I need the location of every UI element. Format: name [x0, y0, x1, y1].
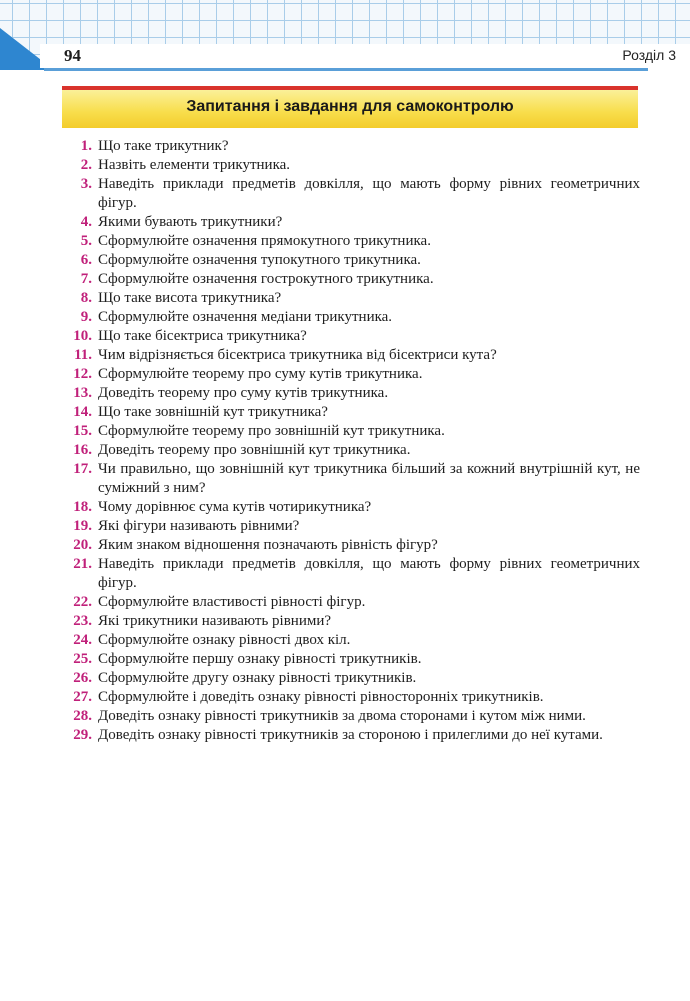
question-item: [60, 270, 640, 289]
page-number: 94: [64, 46, 81, 65]
question-number: 28.: [73, 708, 92, 724]
question-number: 19.: [73, 518, 92, 534]
section-label: Розділ 3: [622, 47, 676, 63]
question-text: Чим відрізняється бісектриса трикутника від бісектриси кута?: [98, 347, 497, 363]
question-text: Що таке висота трикутника?: [98, 290, 282, 306]
question-text: Що таке зовнішній кут трикутника?: [98, 404, 328, 420]
question-item: [60, 137, 640, 156]
question-item: [60, 289, 640, 308]
question-item: [60, 612, 640, 631]
question-item: [60, 422, 640, 441]
question-text: Сформулюйте першу ознаку рівності трикутників.: [98, 651, 422, 667]
question-number: 9.: [80, 309, 92, 325]
question-text: Чому дорівнює сума кутів чотирикутника?: [98, 499, 372, 515]
question-number: 8.: [80, 290, 92, 306]
question-text: Сформулюйте і доведіть ознаку рівності рівносторонніх трикутників.: [98, 689, 544, 705]
question-number: 4.: [80, 214, 92, 230]
question-text: Сформулюйте другу ознаку рівності трикутників.: [98, 670, 417, 686]
question-text: Доведіть теорему про суму кутів трикутника.: [98, 385, 389, 401]
question-item: [60, 498, 640, 517]
question-item: [60, 536, 640, 555]
question-number: 27.: [73, 689, 92, 705]
question-item: [60, 213, 640, 232]
question-number: 14.: [73, 404, 92, 420]
question-number: 26.: [73, 670, 92, 686]
question-text: Які фігури називають рівними?: [98, 518, 300, 534]
question-item: [60, 251, 640, 270]
question-number: 10.: [73, 328, 92, 344]
question-item: [60, 650, 640, 669]
question-item: [60, 156, 640, 175]
question-number: 20.: [73, 537, 92, 553]
question-number: 5.: [80, 233, 92, 249]
question-text: Сформулюйте властивості рівності фігур.: [98, 594, 366, 610]
question-text: Які трикутники називають рівними?: [98, 613, 332, 629]
question-item: [60, 441, 640, 460]
question-text: Доведіть теорему про зовнішній кут трикутника.: [98, 442, 411, 458]
question-number: 21.: [73, 556, 92, 572]
question-text: Сформулюйте означення гострокутного трикутника.: [98, 271, 434, 287]
title-red-rule: [62, 86, 638, 90]
question-number: 2.: [80, 157, 92, 173]
question-text: Що таке бісектриса трикутника?: [98, 328, 307, 344]
question-number: 13.: [73, 385, 92, 401]
question-item: [60, 517, 640, 536]
question-number: 22.: [73, 594, 92, 610]
question-item: [60, 327, 640, 346]
question-text: Яким знаком відношення позначають рівність фігур?: [98, 537, 438, 553]
question-text: Що таке трикутник?: [98, 138, 229, 154]
question-item: [60, 555, 640, 593]
question-item: [60, 593, 640, 612]
question-number: 16.: [73, 442, 92, 458]
question-item: [60, 384, 640, 403]
question-item: [60, 175, 640, 213]
question-text: Наведіть приклади предметів довкілля, що мають форму рівних геометричних фігур.: [98, 176, 640, 211]
question-item: [60, 308, 640, 327]
question-text: Сформулюйте означення медіани трикутника.: [98, 309, 393, 325]
section-title: Запитання і завдання для самоконтролю: [186, 98, 514, 115]
question-item: [60, 726, 640, 745]
question-item: [60, 403, 640, 422]
question-text: Доведіть ознаку рівності трикутників за стороною і прилеглими до неї кутами.: [98, 727, 603, 743]
question-number: 7.: [80, 271, 92, 287]
question-item: [60, 460, 640, 498]
question-number: 25.: [73, 651, 92, 667]
question-text: Сформулюйте теорему про зовнішній кут трикутника.: [98, 423, 445, 439]
question-item: [60, 669, 640, 688]
question-text: Сформулюйте означення тупокутного трикутника.: [98, 252, 421, 268]
question-text: Чи правильно, що зовнішній кут трикутника більший за кожний внутрішній кут, не суміжний з ним?: [98, 461, 640, 496]
question-item: [60, 232, 640, 251]
question-text: Наведіть приклади предметів довкілля, що мають форму рівних геометричних фігур.: [98, 556, 640, 591]
header-divider: [44, 68, 648, 71]
question-text: Якими бувають трикутники?: [98, 214, 283, 230]
question-item: [60, 688, 640, 707]
question-number: 29.: [73, 727, 92, 743]
question-number: 12.: [73, 366, 92, 382]
question-text: Сформулюйте означення прямокутного трикутника.: [98, 233, 431, 249]
question-number: 3.: [80, 176, 92, 192]
question-text: Сформулюйте ознаку рівності двох кіл.: [98, 632, 351, 648]
question-text: Доведіть ознаку рівності трикутників за двома сторонами і кутом між ними.: [98, 708, 586, 724]
question-item: [60, 346, 640, 365]
header-band: [40, 44, 690, 68]
question-text: Сформулюйте теорему про суму кутів трикутника.: [98, 366, 423, 382]
question-number: 1.: [80, 138, 92, 154]
question-number: 11.: [74, 347, 92, 363]
question-item: [60, 707, 640, 726]
question-list: [60, 137, 640, 745]
question-number: 6.: [80, 252, 92, 268]
question-item: [60, 365, 640, 384]
question-number: 18.: [73, 499, 92, 515]
question-number: 15.: [73, 423, 92, 439]
question-number: 24.: [73, 632, 92, 648]
question-text: Назвіть елементи трикутника.: [98, 157, 291, 173]
question-item: [60, 631, 640, 650]
question-number: 17.: [73, 461, 92, 477]
question-number: 23.: [73, 613, 92, 629]
